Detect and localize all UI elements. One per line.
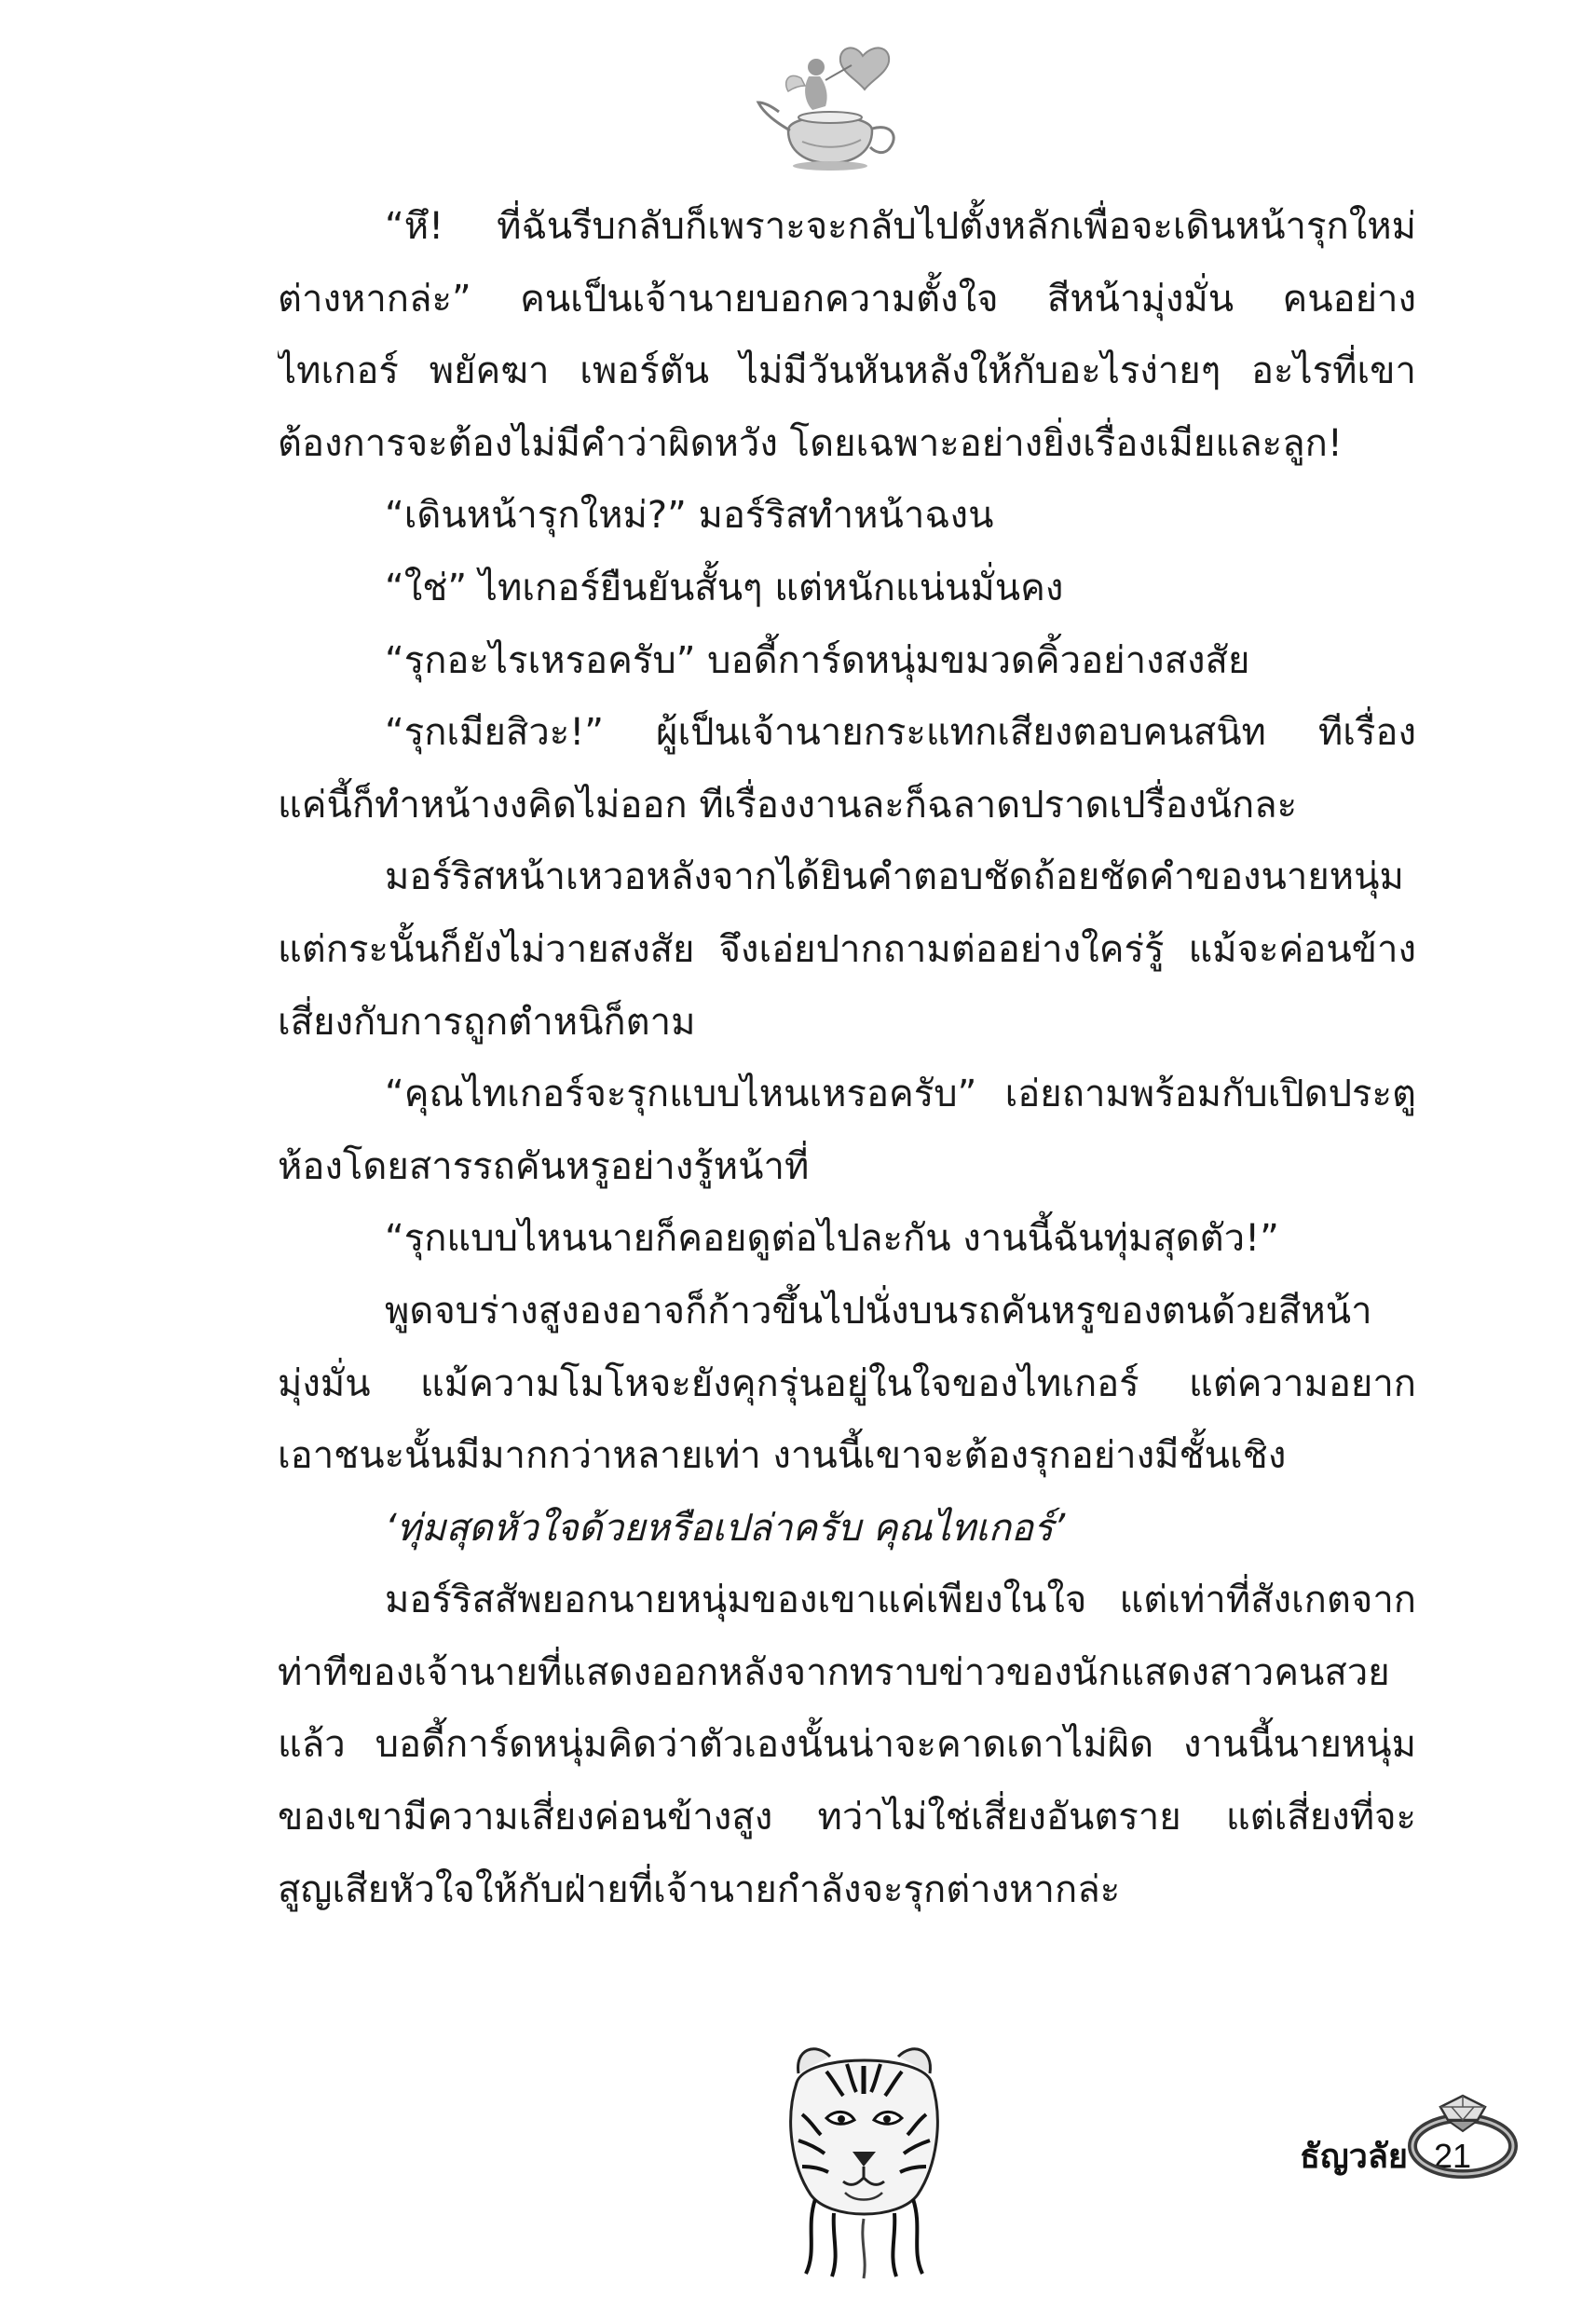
text-line: “ใช่” ไทเกอร์ยืนยันสั้นๆ แต่หนักแน่นมั่นคง	[385, 566, 1064, 609]
text-line: สูญเสียหัวใจให้กับฝ่ายที่เจ้านายกำลังจะรุกต่างหากล่ะ	[278, 1867, 1121, 1911]
text-line: แค่นี้ก็ทำหน้างงคิดไม่ออก ทีเรื่องงานละก็ฉลาดปราดเปรื่องนักละ	[278, 783, 1298, 827]
text-line: เอาชนะนั้นมีมากกว่าหลายเท่า งานนี้เขาจะต้องรุกอย่างมีชั้นเชิง	[278, 1434, 1287, 1478]
text-line: พูดจบร่างสูงองอาจก็ก้าวขึ้นไปนั่งบนรถคันหรูของตนด้วยสีหน้า	[385, 1289, 1372, 1333]
text-line: มอร์ริสหน้าเหวอหลังจากได้ยินคำตอบชัดถ้อยชัดคำของนายหนุ่ม	[385, 855, 1404, 899]
text-line: ต่างหากล่ะ” คนเป็นเจ้านายบอกความตั้งใจ สีหน้ามุ่งมั่น คนอย่าง	[278, 277, 1416, 321]
text-line: มุ่งมั่น แม้ความโมโหจะยังคุกรุ่นอยู่ในใจของไทเกอร์ แต่ความอยาก	[278, 1361, 1416, 1405]
text-line: “รุกแบบไหนนายก็คอยดูต่อไปละกัน งานนี้ฉันทุ่มสุดตัว!”	[385, 1217, 1279, 1261]
text-line: เสี่ยงกับการถูกตำหนิก็ตาม	[278, 1000, 696, 1044]
text-line: “เดินหน้ารุกใหม่?” มอร์ริสทำหน้าฉงน	[385, 494, 994, 538]
text-line: ท่าทีของเจ้านายที่แสดงออกหลังจากทราบข่าวของนักแสดงสาวคนสวย	[278, 1650, 1390, 1694]
footer-title: ธัญวลัย	[1300, 2138, 1409, 2176]
text-line: ห้องโดยสารรถคันหรูอย่างรู้หน้าที่	[278, 1144, 810, 1188]
tiger-head-icon	[778, 2036, 950, 2283]
page-number: 21	[1434, 2136, 1472, 2175]
text-line: มอร์ริสสัพยอกนายหนุ่มของเขาแค่เพียงในใจ แต่เท่าที่สังเกตจาก	[385, 1579, 1416, 1622]
text-line: “รุกอะไรเหรอครับ” บอดี้การ์ดหนุ่มขมวดคิ้วอย่างสงสัย	[385, 638, 1250, 682]
diamond-ring-icon	[1405, 2083, 1526, 2185]
text-line: ของเขามีความเสี่ยงค่อนข้างสูง ทว่าไม่ใช่เสี่ยงอันตราย แต่เสี่ยงที่จะ	[278, 1796, 1416, 1839]
text-line: ‘ทุ่มสุดหัวใจด้วยหรือเปล่าครับ คุณไทเกอร์’	[385, 1506, 1066, 1550]
body-text	[278, 191, 1416, 1926]
teapot-cupid-icon	[751, 37, 919, 177]
text-line: “รุกเมียสิวะ!” ผู้เป็นเจ้านายกระแทกเสียงตอบคนสนิท ทีเรื่อง	[385, 711, 1416, 755]
text-line: “หึ! ที่ฉันรีบกลับก็เพราะจะกลับไปตั้งหลักเพื่อจะเดินหน้ารุกใหม่	[385, 205, 1416, 248]
text-line: ต้องการจะต้องไม่มีคำว่าผิดหวัง โดยเฉพาะอย่างยิ่งเรื่องเมียและลูก!	[278, 421, 1343, 465]
text-line: แล้ว บอดี้การ์ดหนุ่มคิดว่าตัวเองนั้นน่าจะคาดเดาไม่ผิด งานนี้นายหนุ่ม	[278, 1723, 1416, 1767]
text-line: “คุณไทเกอร์จะรุกแบบไหนเหรอครับ” เอ่ยถามพร้อมกับเปิดประตู	[385, 1073, 1416, 1116]
text-line: ไทเกอร์ พยัคฆา เพอร์ตัน ไม่มีวันหันหลังให้กับอะไรง่ายๆ อะไรที่เขา	[278, 349, 1416, 393]
text-line: แต่กระนั้นก็ยังไม่วายสงสัย จึงเอ่ยปากถามต่ออย่างใคร่รู้ แม้จะค่อนข้าง	[278, 927, 1416, 971]
